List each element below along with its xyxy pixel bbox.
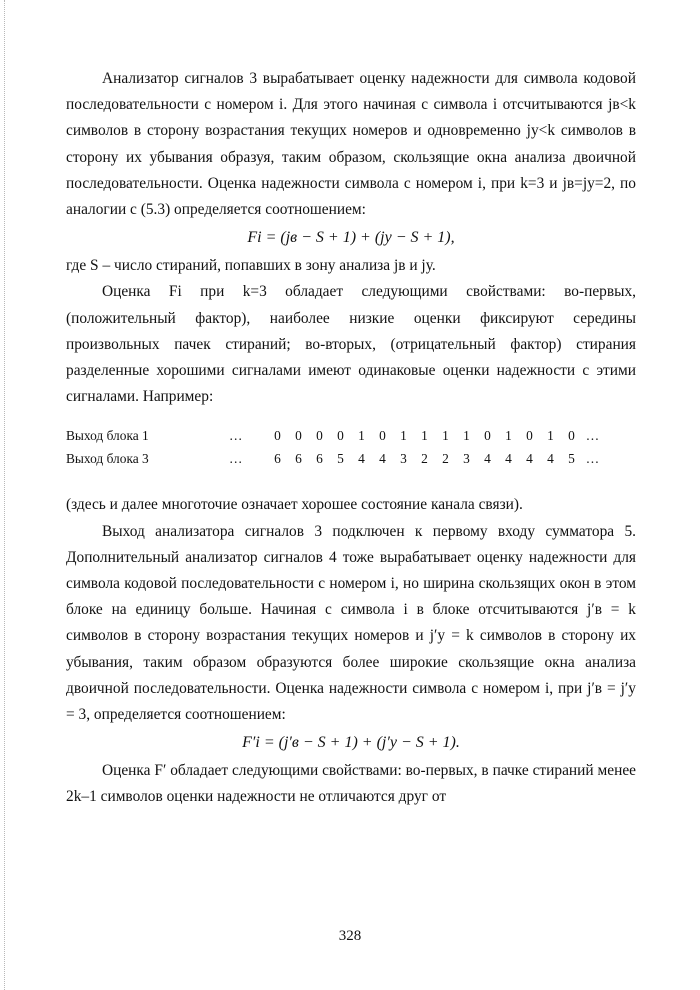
value-cell: 1 <box>421 428 428 444</box>
value-cell: 1 <box>505 428 512 444</box>
paragraph-3: Оценка Fi при k=3 обладает следующими свойствами: во-первых, (положительный фактор), наиболее низкие оценки фиксируют середины произвольных пачек стираний; во-вторых, (отрицательный фактор) стирания разделенные хорошими сигналами имеют одинаковые оценки надежности с этими сигналами. Например: <box>66 283 636 406</box>
value-cell: 3 <box>463 451 470 467</box>
value-cell: 4 <box>484 451 491 467</box>
paragraph-5: Выход анализатора сигналов 3 подключен к первому входу сумматора 5. Дополнительный анализатор сигналов 4 тоже вырабатывает оценку надежности для символа кодовой последовательности с номером i, но ширина скользящих окон в этом блоке на единицу больше. Начиная с символа i в блоке отсчитываются j′в = k символов в сторону возрастания текущих номеров и j′у = k символов в сторону их убывания, таким образом образуются более широкие скользящие окна анализа двоичной последовательности. Оценка надежности символа с номером i, при j′в = j′у = 3, определяется соотношением: <box>66 522 636 724</box>
value-cell: 5 <box>337 451 344 467</box>
paragraph-1: Анализатор сигналов 3 вырабатывает оценку надежности для символа кодовой последовательности с номером i. Для этого начиная с символа i отсчитываются jв<k символов в сторону возрастания текущих номеров и одновременно jу<k символов в сторону их убывания образуя, таким образом, скользящие окна анализа двоичной последовательности. Оценка надежности символа с номером i, при k=3 и jв=jу=2, по аналогии с (5.3) определяется соотношением: <box>66 70 636 219</box>
paragraph-2: где S – число стираний, попавших в зону анализа jв и jу. <box>66 257 436 275</box>
value-cell: 1 <box>442 428 449 444</box>
formula-fi <box>66 223 636 253</box>
value-cell: 1 <box>547 428 554 444</box>
row-label: Выход блока 3 <box>66 451 149 467</box>
value-cell: 6 <box>274 451 281 467</box>
value-cell: 4 <box>379 451 386 467</box>
table-row <box>66 447 636 470</box>
value-cell: 0 <box>316 428 323 444</box>
value-cell: 4 <box>547 451 554 467</box>
page-number: 328 <box>338 928 362 944</box>
value-cell: 0 <box>484 428 491 444</box>
formula-fi-text: Fi = (jв − S + 1) + (jу − S + 1), <box>247 229 455 247</box>
row-values <box>267 447 603 470</box>
value-cell: 1 <box>463 428 470 444</box>
value-cell: 2 <box>421 451 428 467</box>
row-values <box>267 424 603 447</box>
value-cell: 0 <box>274 428 281 444</box>
row-trail-ellipsis: … <box>585 451 600 467</box>
value-cell: 0 <box>295 428 302 444</box>
page-content <box>66 66 636 811</box>
value-cell: 4 <box>505 451 512 467</box>
value-cell: 4 <box>358 451 365 467</box>
value-cell: 6 <box>295 451 302 467</box>
value-cell: 1 <box>358 428 365 444</box>
value-cell: 3 <box>400 451 407 467</box>
row-label: Выход блока 1 <box>66 428 149 444</box>
table-row <box>66 424 636 447</box>
formula-fi-prime <box>66 728 636 758</box>
value-cell: 6 <box>316 451 323 467</box>
value-cell: 1 <box>400 428 407 444</box>
row-lead-ellipsis: … <box>229 428 243 444</box>
value-cell: 0 <box>379 428 386 444</box>
paragraph-6: Оценка F′ обладает следующими свойствами: во-первых, в пачке стираний менее 2k–1 символов оценки надежности не отличаются друг от <box>66 762 636 806</box>
value-cell: 4 <box>526 451 533 467</box>
formula-fi-prime-text: F′i = (j′в − S + 1) + (j′у − S + 1). <box>242 734 460 752</box>
row-trail-ellipsis: … <box>585 428 600 444</box>
value-cell: 0 <box>526 428 533 444</box>
value-cell: 0 <box>568 428 575 444</box>
value-cell: 0 <box>337 428 344 444</box>
value-cell: 2 <box>442 451 449 467</box>
example-table <box>66 424 636 470</box>
value-cell: 5 <box>568 451 575 467</box>
page-edge-line <box>4 0 5 990</box>
row-lead-ellipsis: … <box>229 451 243 467</box>
paragraph-4: (здесь и далее многоточие означает хорошее состояние канала связи). <box>66 496 523 514</box>
